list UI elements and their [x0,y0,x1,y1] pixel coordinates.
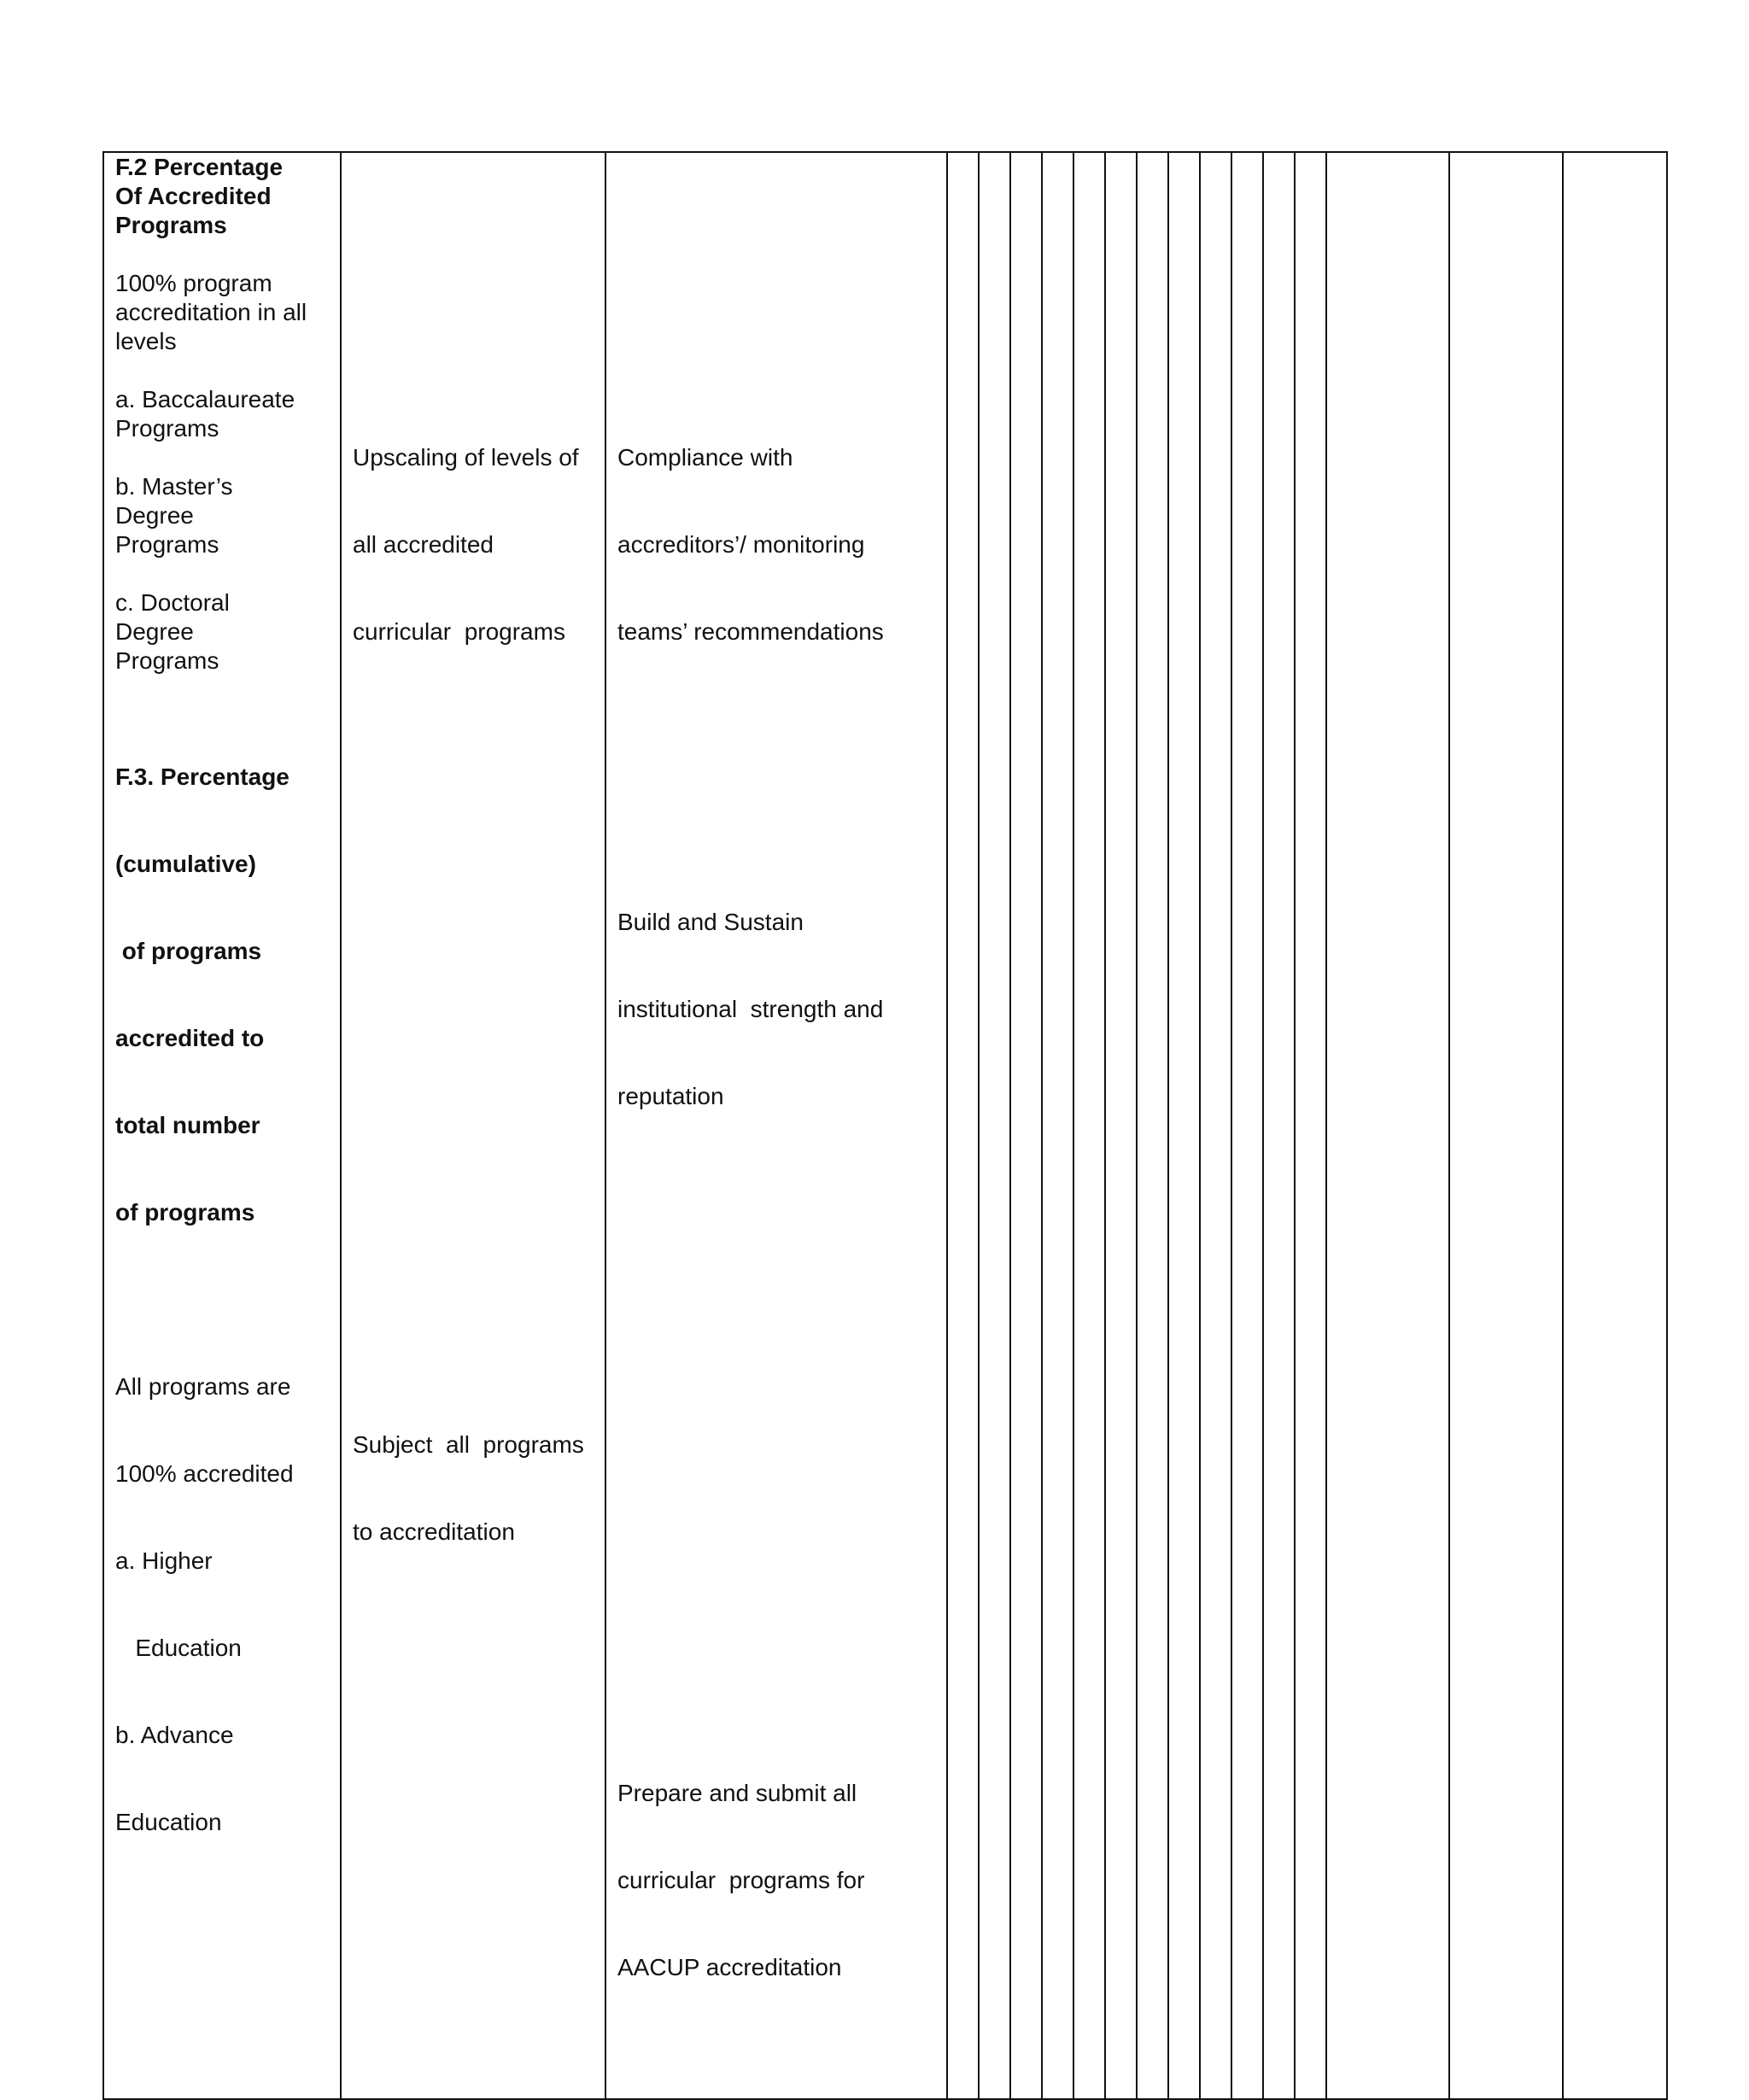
table-row [103,152,1667,2099]
accreditation-plan-table [102,151,1668,2100]
timeline-cell [1042,152,1073,2099]
f3-heading: F.3. Percentage (cumulative) of programs accredited to total number of programs [115,763,290,1225]
f2-heading: F.2 Percentage Of Accredited Programs [115,154,284,238]
empty-cell [1326,152,1449,2099]
activity-compliance: Compliance with accreditors’/ monitoring teams’ recommendations [617,444,884,645]
activity-prepare-submit: Prepare and submit all curricular programs for AACUP accreditation [617,1780,865,1980]
timeline-cell [979,152,1010,2099]
indicator-cell [103,152,341,2099]
f2-target: 100% program accreditation in all levels [115,270,307,354]
item-masters: b. Master’s Degree Programs [115,473,233,558]
empty-cell [1449,152,1563,2099]
strategy-subject-programs: Subject all programs to accreditation [353,1431,584,1545]
timeline-cell [1168,152,1200,2099]
empty-cell [1563,152,1667,2099]
strategy-cell [341,152,605,2099]
timeline-cell [947,152,979,2099]
timeline-cell [1263,152,1295,2099]
timeline-cell [1010,152,1042,2099]
item-baccalaureate: a. Baccalaureate Programs [115,386,295,442]
timeline-cell [1295,152,1326,2099]
activity-build-sustain: Build and Sustain institutional strength and reputation [617,909,884,1109]
timeline-cell [1200,152,1231,2099]
activity-cell [605,152,947,2099]
timeline-cell [1137,152,1168,2099]
f3-target: All programs are 100% accredited a. Higher Education b. Advance Education [115,1373,294,1835]
item-doctoral: c. Doctoral Degree Programs [115,589,230,674]
timeline-cell [1231,152,1263,2099]
strategy-upscaling: Upscaling of levels of all accredited curricular programs [353,444,579,645]
timeline-cell [1073,152,1105,2099]
timeline-cell [1105,152,1137,2099]
